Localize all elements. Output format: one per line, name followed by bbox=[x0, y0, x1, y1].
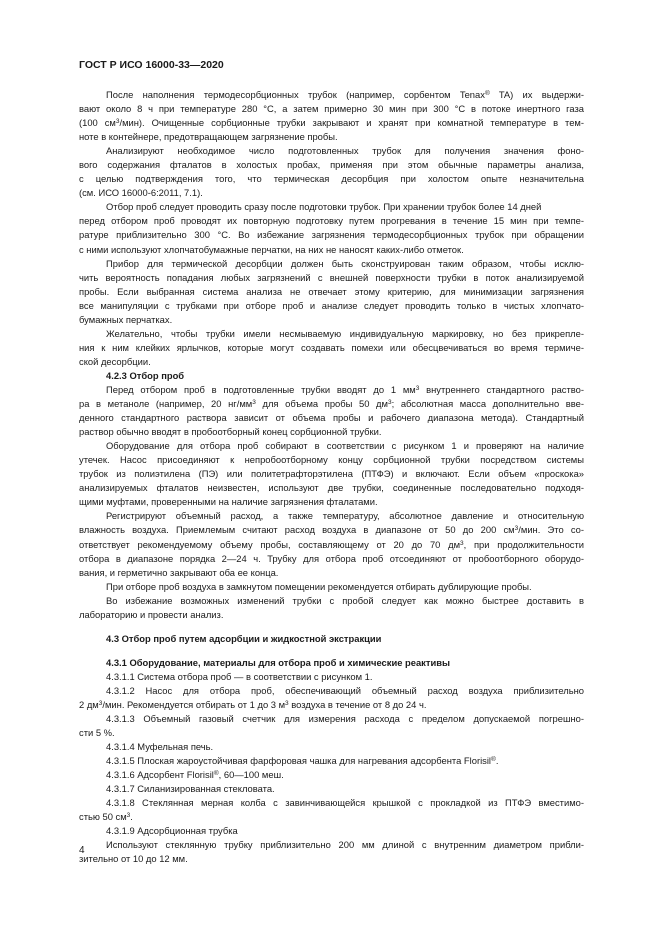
text-line: с целью подтверждения того, что термическая десорбция при холостом опыте незначительна bbox=[79, 173, 584, 185]
text-line: 4.3.1.6 Адсорбент Florisil®, 60—100 меш. bbox=[106, 769, 284, 781]
text-line: После наполнения термодесорбционных трубок (например, сорбентом Tenax® TA) их выдержи- bbox=[106, 89, 584, 100]
text-line: чить вероятность попадания любых загрязнений с внешней поверхности трубки в поток анализируемой bbox=[79, 271, 584, 283]
text-line: Желательно, чтобы трубки имели несмываемую индивидуальную маркировку, но без прикрепле- bbox=[106, 327, 584, 339]
text-line: Перед отбором проб в подготовленные трубки вводят до 1 $мм^3$ внутреннего стандартного раство- bbox=[106, 383, 584, 395]
text-line: вания, и герметично закрывают оба ее конца. bbox=[79, 566, 279, 578]
text-line: 2 $дм^3$/мин. Рекомендуется отбирать от 1 до 3 $м^3$ воздуха в течение от 8 до 24 ч. bbox=[79, 698, 427, 710]
text-line: 4.3.1.8 Стеклянная мерная колба с завинчивающейся крышкой с прокладкой из ПТФЭ вместимо- bbox=[106, 797, 584, 809]
text-line: (100 $см^3/мин$). Очищенные сорбционные трубки закрывают и хранят при комнатной температуре в тем- bbox=[79, 117, 584, 129]
text-line: Прибор для термической десорбции должен быть сконструирован таким образом, чтобы исклю- bbox=[106, 257, 584, 269]
text-line: 4.3.1.2 Насос для отбора проб, обеспечивающий объемный расход воздуха приблизительно bbox=[106, 684, 584, 696]
text-line: 4.3.1.1 Система отбора проб — в соответствии с рисунком 1. bbox=[106, 670, 373, 682]
text-line: ратуре приблизительно 300 °C. Во избежание загрязнения термодесорбционных трубок при обращении bbox=[79, 229, 584, 241]
text-line: влажность воздуха. Приемлемым считают расход воздуха в диапазоне от 50 до 200 $см^3$/мин. Это со- bbox=[79, 524, 584, 536]
text-line: Отбор проб следует проводить сразу после подготовки трубок. При хранении трубок более 14 дней bbox=[106, 201, 542, 213]
text-line: ра в метаноле (например, 20 $нг/мм^3$ для объема пробы 50 $дм^3$; абсолютная масса дополнительно вве- bbox=[79, 398, 584, 410]
text-line: анализируемых фталатов неизвестен, используют две трубки, соединенные последовательно подходя- bbox=[79, 482, 584, 494]
text-line: все манипуляции с трубками при отборе проб и анализе следует проводить только в чистых хлопчато- bbox=[79, 299, 584, 311]
text-line: вают около 8 ч при температуре 280 °C, а затем примерно 30 мин при 300 °C в потоке инертного газа bbox=[79, 103, 584, 115]
text-line: утечек. Насос присоединяют к непробоотборному концу сорбционной трубки посредством системы bbox=[79, 454, 584, 466]
text-line: (см. ИСО 16000-6:2011, 7.1). bbox=[79, 187, 203, 199]
page-number: 4 bbox=[79, 845, 85, 856]
text-line: ской десорбции. bbox=[79, 355, 151, 367]
text-line: ния к ним клейких ярлычков, которые могут создавать помехи или обесцвечиваться во время термиче- bbox=[79, 341, 584, 353]
text-line: с ними используют хлопчатобумажные перчатки, на них не наносят каких-либо отметок. bbox=[79, 243, 464, 255]
standard-title: ГОСТ Р ИСО 16000-33—2020 bbox=[79, 59, 224, 71]
text-line: сти 5 %. bbox=[79, 727, 115, 739]
text-line: ноте в контейнере, предотвращающем загрязнение пробы. bbox=[79, 131, 338, 143]
text-line: щими муфтами, проверенными на наличие загрязнения фталатами. bbox=[79, 496, 378, 508]
section-spacer bbox=[79, 622, 584, 632]
text-line: 4.3.1.9 Адсорбционная трубка bbox=[106, 825, 238, 837]
text-line: зительно от 10 до 12 мм. bbox=[79, 853, 188, 865]
text-line: стью 50 $см^3$. bbox=[79, 811, 133, 823]
section-heading: 4.3.1 Оборудование, материалы для отбора проб и химические реактивы bbox=[106, 656, 451, 668]
section-spacer bbox=[79, 646, 584, 656]
text-line: денного стандартного раствора зависит от объема пробы и рабочего диапазона метода). Стандартный bbox=[79, 412, 584, 424]
section-heading: 4.2.3 Отбор проб bbox=[106, 369, 185, 381]
text-line: перед отбором проб проводят их повторную подготовку путем прогревания в течение 15 мин при темпе- bbox=[79, 215, 584, 227]
text-line: 4.3.1.5 Плоская жароустойчивая фарфоровая чашка для нагревания адсорбента Florisil®. bbox=[106, 755, 499, 767]
text-line: бумажных перчатках. bbox=[79, 313, 173, 325]
text-line: раствор обычно вводят в пробоотборный конец сорбционной трубки. bbox=[79, 426, 382, 438]
text-line: Используют стеклянную трубку приблизительно 200 мм длиной с внутренним диаметром прибли- bbox=[106, 839, 584, 851]
text-line: ответствует рекомендуемому объему пробы, составляющему от 20 до 70 $дм^3$, при продолжительности bbox=[79, 538, 584, 550]
section-heading: 4.3 Отбор проб путем адсорбции и жидкостной экстракции bbox=[106, 632, 382, 644]
text-line: 4.3.1.3 Объемный газовый счетчик для измерения расхода с пределом допускаемой погрешно- bbox=[106, 713, 584, 725]
text-line: отбора в диапазоне порядка 2—24 ч. Трубку для отбора проб отсоединяют от пробоотборного оборудо- bbox=[79, 552, 584, 564]
text-line: При отборе проб воздуха в замкнутом помещении рекомендуется отбирать дублирующие пробы. bbox=[106, 580, 532, 592]
text-line: 4.3.1.7 Силанизированная стекловата. bbox=[106, 783, 275, 795]
text-line: вого содержания фталатов в холостых пробах, применяя при этом обычные параметры анализа, bbox=[79, 159, 584, 171]
text-line: 4.3.1.4 Муфельная печь. bbox=[106, 741, 214, 753]
document-body bbox=[79, 88, 584, 867]
text-line: лабораторию и провести анализ. bbox=[79, 608, 224, 620]
text-line: трубок из полиэтилена (ПЭ) или политетрафторэтилена (ПТФЭ) и включают. Если объем «проскока» bbox=[79, 468, 584, 480]
text-line: Оборудование для отбора проб собирают в соответствии с рисунком 1 и проверяют на наличие bbox=[106, 440, 584, 452]
text-line: Регистрируют объемный расход, а также температуру, абсолютное давление и относительную bbox=[106, 510, 584, 522]
text-line: Анализируют необходимое число подготовленных трубок для получения значения фоно- bbox=[106, 145, 584, 157]
text-line: пробы. Если выбранная система анализа не отвечает этому критерию, для минимизации загрязнения bbox=[79, 285, 584, 297]
text-line: Во избежание возможных изменений трубки с пробой следует как можно быстрее доставить в bbox=[106, 594, 584, 606]
